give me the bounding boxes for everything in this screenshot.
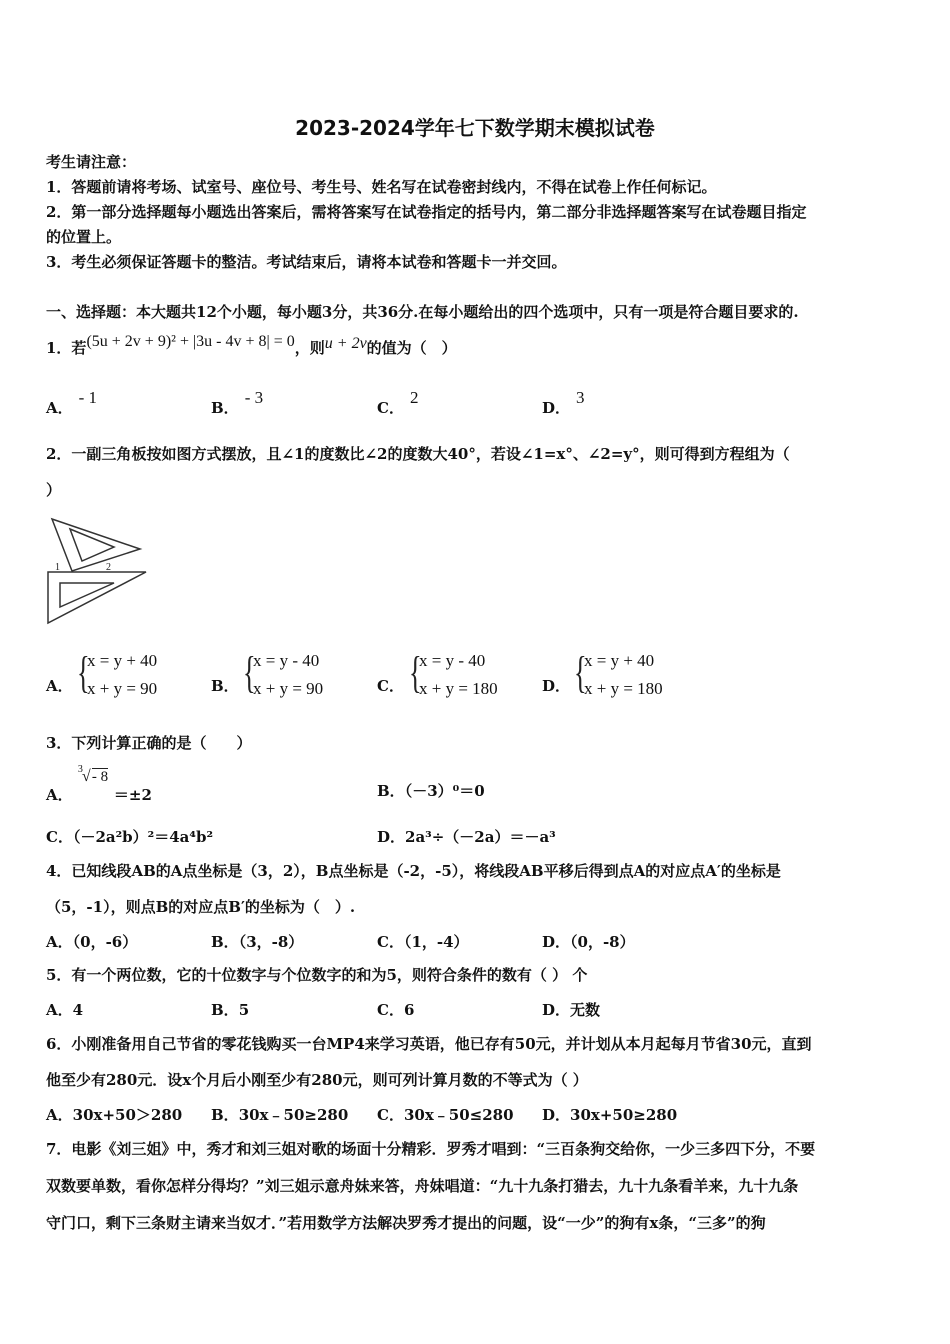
- brace-icon: {: [574, 648, 587, 697]
- q4-option-c[interactable]: C．（1，-4）: [377, 933, 469, 951]
- section-heading: 一、选择题：本大题共12个小题，每小题3分，共36分.在每小题给出的四个选项中，只有一项是符合题目要求的.: [46, 303, 799, 321]
- q1-mid: ，则: [294, 339, 325, 357]
- cube-root: 3 √ - 8: [77, 764, 109, 785]
- q3-option-c[interactable]: C．（－2a²b）²＝4a⁴b²: [46, 828, 214, 846]
- question-5: 5．有一个两位数，它的十位数字与个位数字的和为5，则符合条件的数有（ ） 个: [46, 966, 588, 984]
- angle-label-2: 2: [106, 562, 111, 573]
- q3-option-b[interactable]: B．（－3）⁰＝0: [377, 782, 485, 800]
- question-6: 6．小刚准备用自己节省的零花钱购买一台MP4来学习英语，他已存有50元，并计划从本月起每月节省30元，直到: [46, 1035, 812, 1053]
- q3-option-d[interactable]: D．2a³÷（－2a）＝－a³: [377, 828, 556, 846]
- brace-icon: {: [243, 648, 256, 697]
- notice-item-1: 1．答题前请将考场、试室号、座位号、考生号、姓名写在试卷密封线内，不得在试卷上作任何标记。: [46, 178, 717, 196]
- notice-item-3: 3．考生必须保证答题卡的整洁。考试结束后，请将本试卷和答题卡一并交回。: [46, 253, 567, 271]
- q1-equation: (5u + 2v + 9)² + |3u - 4v + 8| = 0: [86, 333, 295, 350]
- triangle-set-figure: [44, 515, 154, 630]
- question-7-cont-1: 双数要单数，看你怎样分得均？”刘三姐示意舟妹来答，舟妹唱道：“九十九条打猎去，九十九条看羊来，九十九条: [46, 1177, 799, 1195]
- q4-option-b[interactable]: B．（3，-8）: [211, 933, 304, 951]
- q6-option-b[interactable]: B．30x﹣50≥280: [211, 1106, 349, 1124]
- question-4-cont: （5，-1），则点B的对应点B′的坐标为（ ）.: [46, 898, 356, 916]
- q5-option-c[interactable]: C．6: [377, 1001, 415, 1019]
- question-6-cont: 他至少有280元．设x个月后小刚至少有280元，则可列计算月数的不等式为（ ）: [46, 1071, 588, 1089]
- brace-icon: {: [77, 648, 90, 697]
- notice-heading: 考生请注意：: [46, 153, 137, 171]
- q1-option-a[interactable]: A．- 1: [46, 388, 98, 417]
- question-3: 3．下列计算正确的是（ ）: [46, 734, 252, 752]
- q1-option-b[interactable]: B．- 3: [211, 388, 264, 417]
- q1-target: u + 2v: [324, 335, 367, 352]
- angle-label-1: 1: [55, 562, 60, 573]
- question-4: 4．已知线段AB的A点坐标是（3，2），B点坐标是（-2，-5），将线段AB平移后得到点A的对应点A′的坐标是: [46, 862, 781, 880]
- q3-option-a[interactable]: A． 3 √ - 8 ＝±2: [46, 764, 152, 804]
- notice-item-2: 2．第一部分选择题每小题选出答案后，需将答案写在试卷指定的括号内，第二部分非选择题答案写在试卷题目指定: [46, 203, 807, 221]
- question-7-cont-2: 守门口，剩下三条财主请来当奴才．”若用数学方法解决罗秀才提出的问题，设“一少”的狗有x条，“三多”的狗: [46, 1214, 766, 1232]
- q6-option-a[interactable]: A．30x+50＞280: [46, 1106, 183, 1124]
- q6-option-c[interactable]: C．30x﹣50≤280: [377, 1106, 514, 1124]
- question-7: 7．电影《刘三姐》中，秀才和刘三姐对歌的场面十分精彩．罗秀才唱到：“三百条狗交给你，一少三多四下分，不要: [46, 1140, 816, 1158]
- q2-option-a-label[interactable]: A．: [46, 677, 73, 695]
- question-2-cont: ）: [46, 481, 62, 499]
- q1-option-c[interactable]: C．2: [377, 388, 419, 417]
- q2-option-b-label[interactable]: B．: [211, 677, 239, 695]
- lower-triangle: [48, 572, 146, 623]
- q1-suffix: 的值为（ ）: [366, 339, 457, 357]
- q4-option-d[interactable]: D．（0，-8）: [542, 933, 635, 951]
- q5-option-b[interactable]: B．5: [211, 1001, 250, 1019]
- q2-option-d-label[interactable]: D．: [542, 677, 571, 695]
- brace-icon: {: [409, 648, 422, 697]
- q1-prefix: 1．若: [46, 339, 87, 357]
- q6-option-d[interactable]: D．30x+50≥280: [542, 1106, 678, 1124]
- upper-triangle: [52, 519, 140, 571]
- exam-page: 2023-2024学年七下数学期末模拟试卷 考生请注意： 1．答题前请将考场、试室号、座位号、考生号、姓名写在试卷密封线内，不得在试卷上作任何标记。 2．第一部分选择题每小题选出答案后，需将答案写在试卷指定的括号内，第二部分非选择题答案写在试卷题目指定 的位置上。 3．考生必须保证答题卡的整洁。考试结束后，请将本试卷和答题卡一并交回。 一、选择题：本大题共12个小题，每小题3分，共36分.在每小题给出的四个选项中，只有一项是符合题目要求的. 1．若(5u + 2v + 9)² + |3u - 4v + 8| = 0，则u + 2v的值为（ ） A．- 1 B．- 3 C．2 D．3 2．一副三角板按如图方式摆放，且∠1的度数比∠2的度数大40°，若设∠1=x°、∠2=y°，则可得到方程组为（ ） 1 2 A． { x = y + 40 x + y = 90 B． { x = y - 40 x + y = 90 C． { x = y - 40 x + y = 180 D． { x = y + 40 x + y = 180 3．下列计算正确的是（ ） A． 3 √ - 8 ＝±2 B．（－3）⁰＝0 C．（－2a²b）²＝4a⁴b² D．2a³÷（－2a）＝－a³ 4．已知线段AB的A点坐标是（3，2），B点坐标是（-2，-5），将线段AB平移后得到点A的对应点A′的坐标是 （5，-1），则点B的对应点B′的坐标为（ ）. A．（0，-6） B．（3，-8） C．（1，-4） D．（0，-8） 5．有一个两位数，它的十位数字与个位数字的和为5，则符合条件的数有（ ） 个 A．4 B．5 C．6 D．无数 6．小刚准备用自己节省的零花钱购买一台MP4来学习英语，他已存有50元，并计划从本月起每月节省30元，直到 他至少有280元．设x个月后小刚至少有280元，则可列计算月数的不等式为（ ） A．30x+50＞280 B．30x﹣50≥280 C．30x﹣50≤280 D．30x+50≥280 7．电影《刘三姐》中，秀才和刘三姐对歌的场面十分精彩．罗秀才唱到：“三百条狗交给你，一少三多四下分，不要 双数要单数，看你怎样分得均？”刘三姐示意舟妹来答，舟妹唱道：“九十九条打猎去，九十九条看羊来，九十九条 守门口，剩下三条财主请来当奴才．”若用数学方法解决罗秀才提出的问题，设“一少”的狗有x条，“三多”的狗: [0, 0, 950, 1344]
- q5-option-d[interactable]: D．无数: [542, 1001, 601, 1019]
- question-2: 2．一副三角板按如图方式摆放，且∠1的度数比∠2的度数大40°，若设∠1=x°、∠2=y°，则可得到方程组为（: [46, 445, 790, 463]
- q4-option-a[interactable]: A．（0，-6）: [46, 933, 138, 951]
- q5-option-a[interactable]: A．4: [46, 1001, 84, 1019]
- page-title: 2023-2024学年七下数学期末模拟试卷: [295, 116, 655, 140]
- q1-option-d[interactable]: D．3: [542, 388, 585, 417]
- question-1: [46, 333, 906, 359]
- q2-option-c-label[interactable]: C．: [377, 677, 404, 695]
- notice-item-2-cont: 的位置上。: [46, 228, 122, 246]
